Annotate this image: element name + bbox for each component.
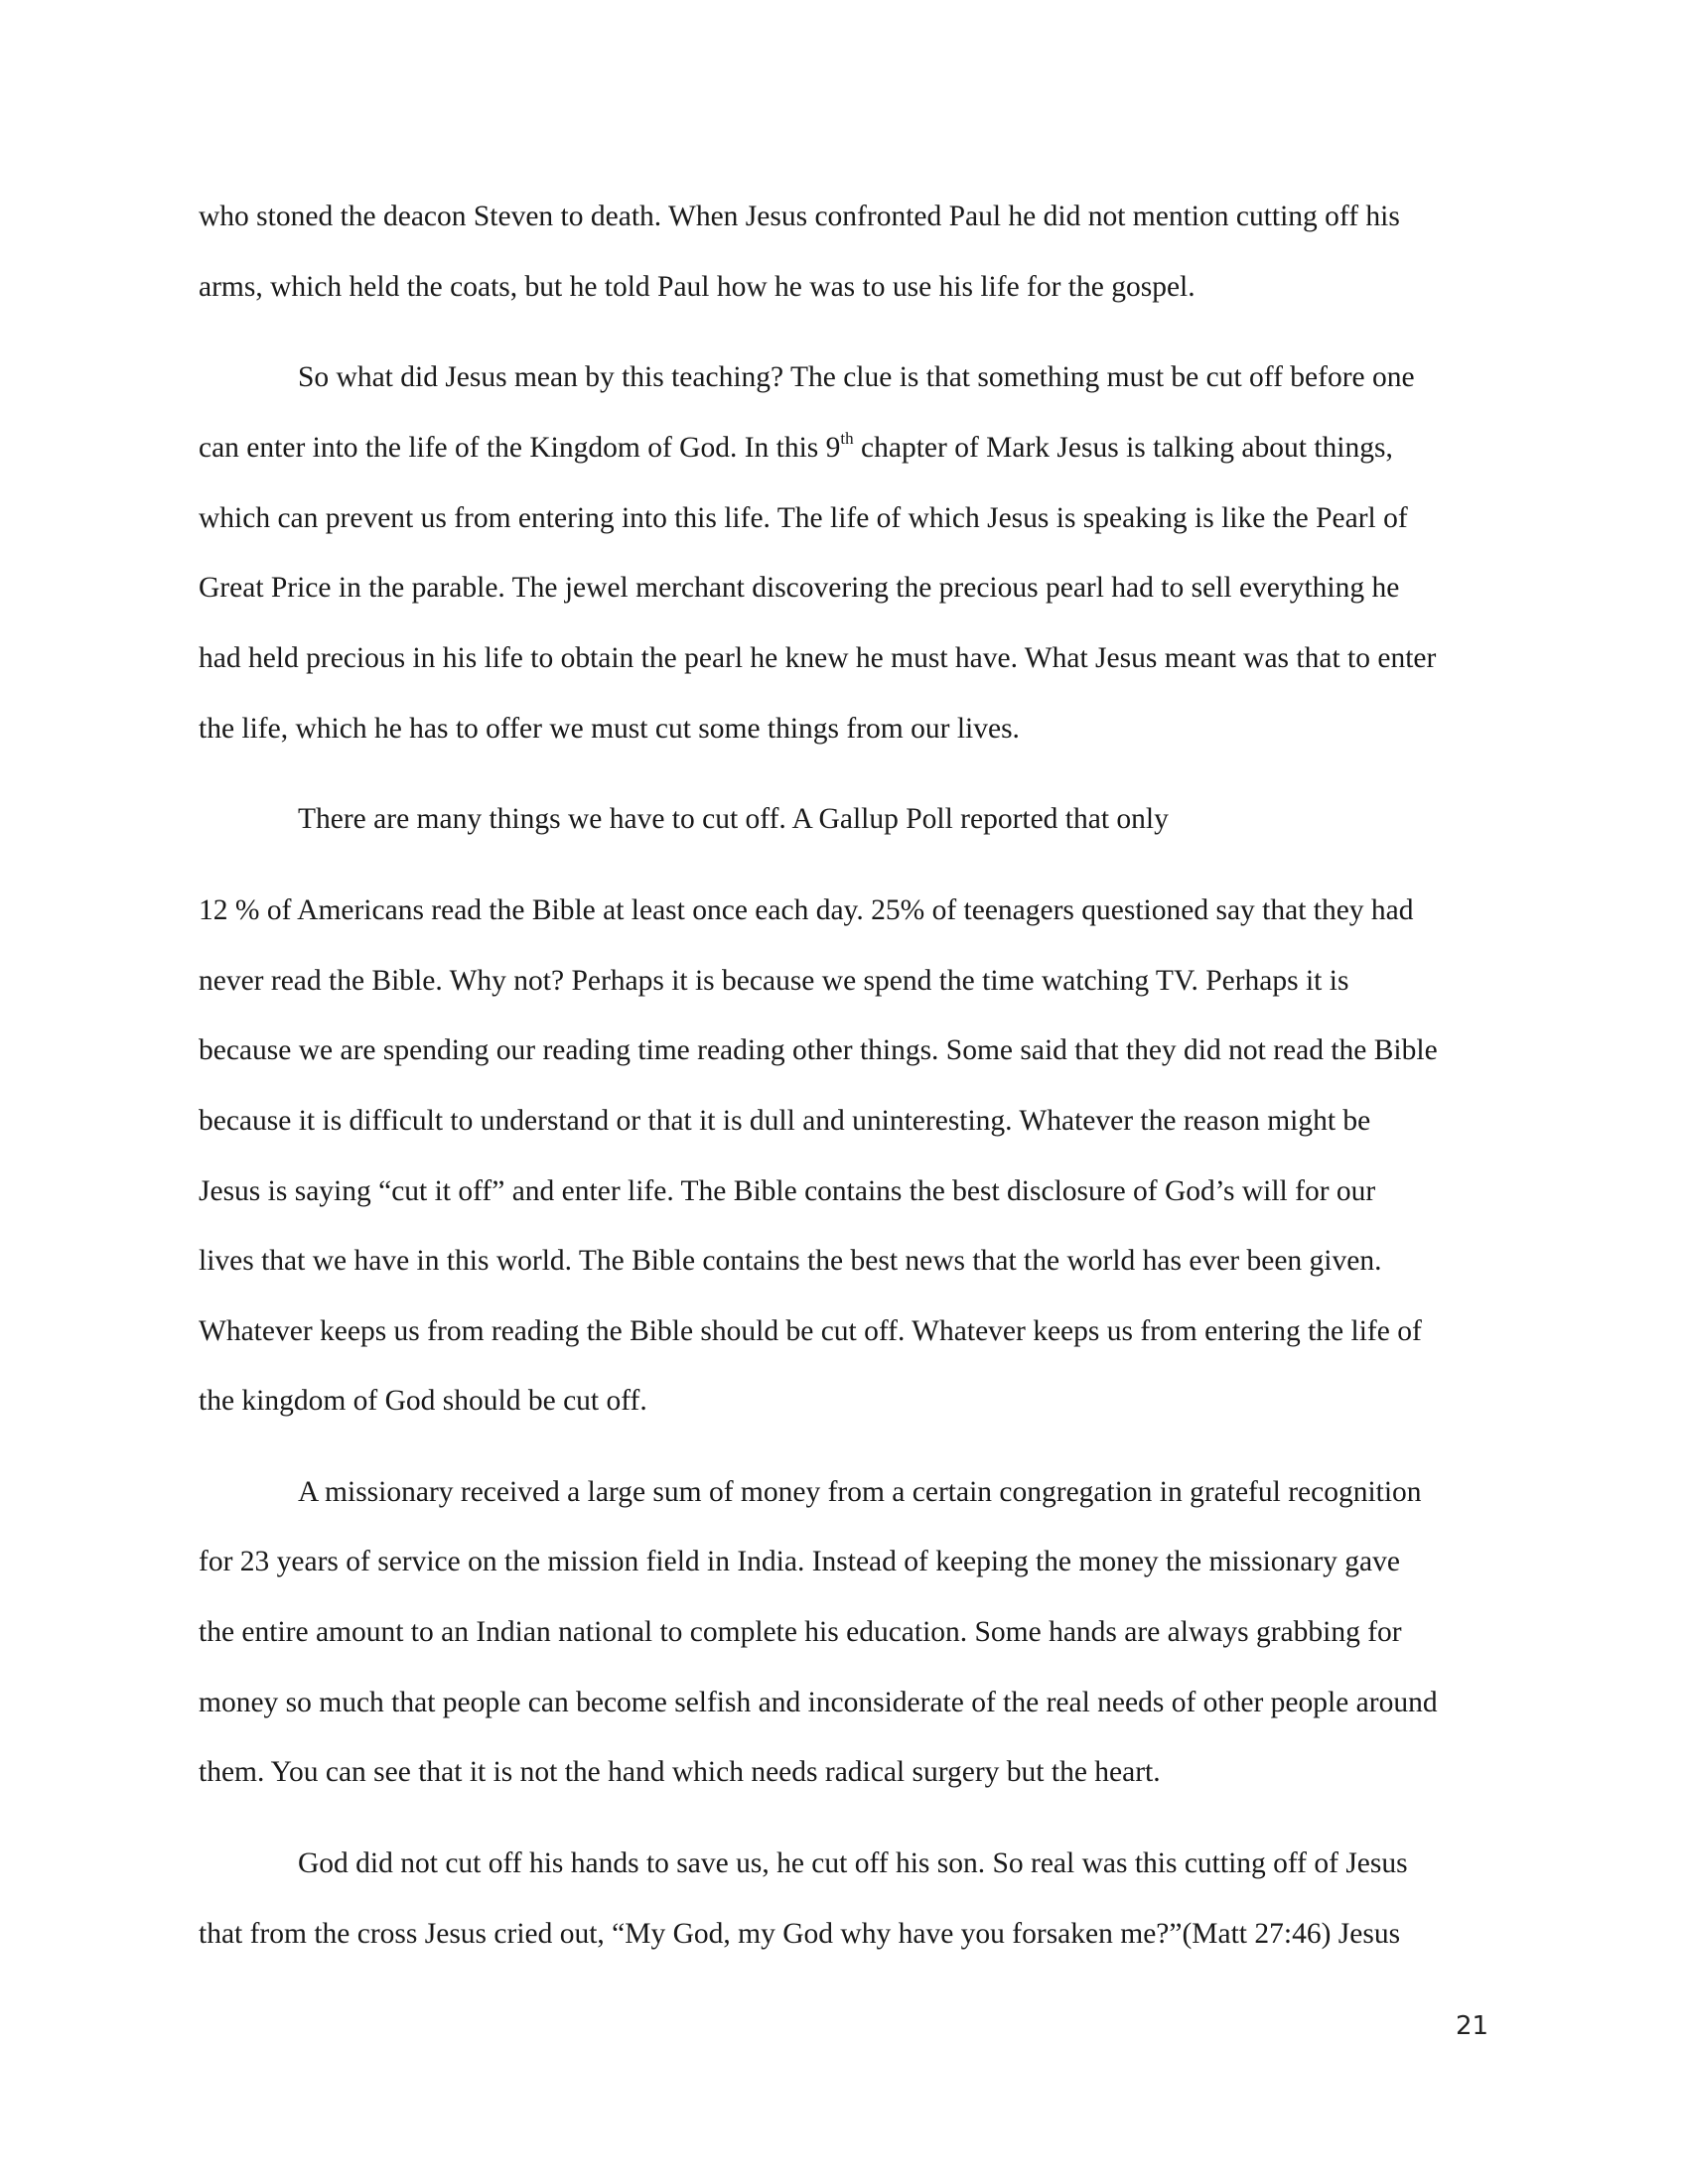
text-line: A missionary received a large sum of money from a certain congregation in grateful recognition <box>298 1476 1422 1508</box>
text-line: God did not cut off his hands to save us, he cut off his son. So real was this cutting off of Jesus <box>298 1847 1408 1879</box>
text-line: 12 % of Americans read the Bible at least once each day. 25% of teenagers questioned say that they had <box>199 894 1414 926</box>
superscript: th <box>840 429 854 449</box>
text-line: for 23 years of service on the mission field in India. Instead of keeping the money the missionary gave <box>199 1546 1400 1577</box>
text-segment: chapter of Mark Jesus is talking about things, <box>853 432 1393 464</box>
text-line: arms, which held the coats, but he told Paul how he was to use his life for the gospel. <box>199 271 1196 303</box>
text-line: never read the Bible. Why not? Perhaps it is because we spend the time watching TV. Perhaps it is <box>199 965 1349 997</box>
text-line: lives that we have in this world. The Bible contains the best news that the world has ever been given. <box>199 1245 1382 1277</box>
text-line <box>199 430 1393 466</box>
text-line: Whatever keeps us from reading the Bible should be cut off. Whatever keeps us from entering the life of <box>199 1315 1422 1347</box>
text-line: money so much that people can become selfish and inconsiderate of the real needs of other people around <box>199 1687 1438 1718</box>
text-line: who stoned the deacon Steven to death. When Jesus confronted Paul he did not mention cutting off his <box>199 201 1400 232</box>
text-line: So what did Jesus mean by this teaching? The clue is that something must be cut off before one <box>298 361 1415 393</box>
text-segment: can enter into the life of the Kingdom of God. In this 9 <box>199 432 841 464</box>
text-line: that from the cross Jesus cried out, “My God, my God why have you forsaken me?”(Matt 27:46) Jesus <box>199 1918 1401 1950</box>
text-line: which can prevent us from entering into this life. The life of which Jesus is speaking is like the Pearl of <box>199 502 1408 534</box>
text-line: the life, which he has to offer we must cut some things from our lives. <box>199 713 1020 745</box>
text-line: There are many things we have to cut off. A Gallup Poll reported that only <box>298 803 1169 835</box>
text-line: Great Price in the parable. The jewel merchant discovering the precious pearl had to sell everything he <box>199 572 1400 604</box>
text-line: because we are spending our reading time reading other things. Some said that they did not read the Bible <box>199 1034 1438 1066</box>
page-number: 21 <box>1456 2011 1489 2041</box>
text-line: had held precious in his life to obtain the pearl he knew he must have. What Jesus meant was that to enter <box>199 642 1437 674</box>
text-line: them. You can see that it is not the hand which needs radical surgery but the heart. <box>199 1756 1161 1788</box>
text-line: because it is difficult to understand or that it is dull and uninteresting. Whatever the reason might be <box>199 1105 1371 1137</box>
text-line: Jesus is saying “cut it off” and enter life. The Bible contains the best disclosure of God’s will for our <box>199 1175 1376 1207</box>
text-line: the entire amount to an Indian national to complete his education. Some hands are always grabbing for <box>199 1616 1402 1648</box>
text-line: the kingdom of God should be cut off. <box>199 1385 647 1417</box>
